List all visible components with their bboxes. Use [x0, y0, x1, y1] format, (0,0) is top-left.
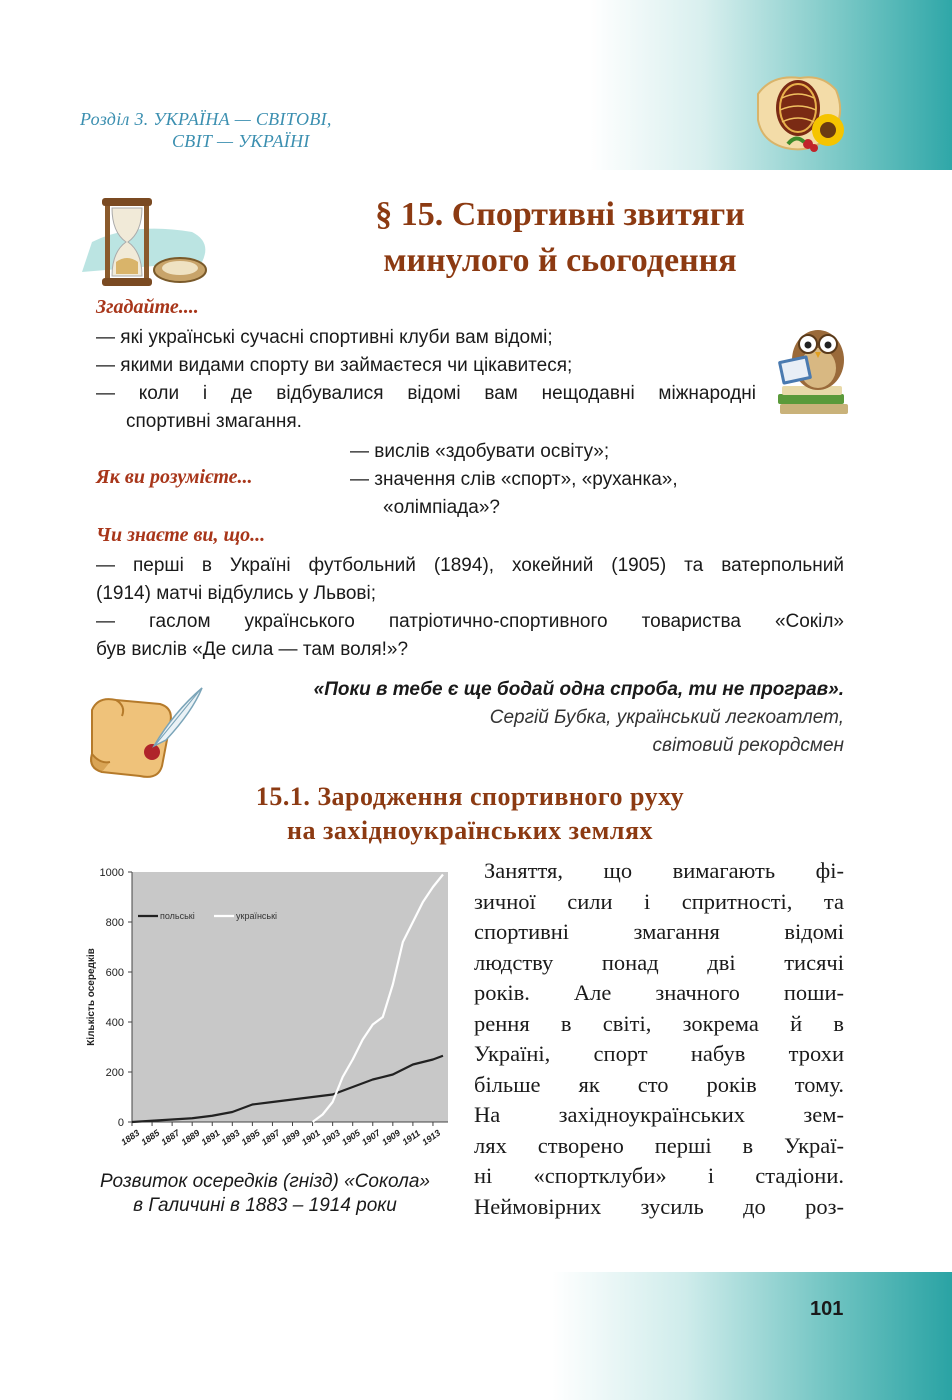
x-tick-label: 1907 [359, 1127, 383, 1148]
know-line: — перші в Україні футбольний (1894), хокейний (1905) та ватерпольний [96, 555, 844, 576]
body-text-line: більше як сто років тому. [474, 1071, 844, 1097]
body-text-line: лях створено перші в Украї- [474, 1132, 844, 1158]
recall-list [96, 324, 756, 436]
pysanka-sunflower-icon [752, 64, 852, 160]
sokil-growth-chart [84, 858, 464, 1158]
x-tick-label: 1887 [159, 1127, 182, 1148]
body-text-line: Україні, спорт набув трохи [474, 1041, 844, 1066]
body-text-line: зичної сили і спритності, та [474, 888, 844, 914]
x-tick-label: 1903 [319, 1127, 342, 1148]
quote-author-line1: Сергій Бубка, український легкоатлет, [489, 707, 844, 728]
epigraph-quote [204, 676, 844, 760]
x-tick-label: 1895 [239, 1127, 262, 1148]
x-tick-label: 1897 [259, 1127, 282, 1148]
plot-area [132, 872, 448, 1122]
body-text-line: Заняття, що вимагають фі- [484, 858, 844, 883]
bottom-decorative-band [0, 1272, 952, 1400]
chart-svg [84, 858, 464, 1158]
y-tick-label: 200 [105, 1067, 124, 1079]
page-number: 101 [810, 1298, 844, 1320]
section-header-line2: СВІТ — УКРАЇНІ [172, 131, 310, 151]
paragraph-title-line2: минулого й сьогодення [383, 242, 737, 279]
paragraph-title [240, 192, 880, 284]
main-body-text [474, 856, 844, 1222]
chart-caption-line2: в Галичині в 1883 – 1914 роки [133, 1195, 397, 1216]
recall-item: — які українські сучасні спортивні клуби вам відомі; [96, 327, 553, 348]
body-text-line: спортивні змагання відомі [474, 919, 844, 944]
recall-item: спортивні змагання. [126, 411, 302, 432]
know-label: Чи знаєте ви, що... [96, 524, 266, 546]
section-header-line1: Розділ 3. УКРАЇНА — СВІТОВІ, [80, 109, 332, 129]
quote-author-line2: світовий рекордсмен [652, 735, 844, 756]
y-tick-label: 1000 [99, 867, 124, 879]
y-axis-label: Кількість осередків [86, 948, 97, 1046]
subsection-title-line1: 15.1. Зародження спортивного руху [255, 782, 685, 811]
body-text-line: ні «спортклуби» і стадіони. [474, 1163, 844, 1188]
subsection-title [160, 780, 780, 848]
understand-item-1: — вислів «здобувати освіту»; [350, 441, 610, 462]
chart-caption [70, 1170, 460, 1218]
y-tick-label: 400 [105, 1017, 124, 1029]
recall-item: — коли і де відбувалися відомі вам нещодавні міжнародні [96, 383, 756, 404]
y-tick-label: 0 [117, 1117, 124, 1129]
understand-item-2-cont: «олімпіада»? [383, 497, 500, 518]
hourglass-icon [72, 192, 222, 292]
body-text-line: рення в світі, зокрема й в [474, 1010, 844, 1036]
y-tick-label: 600 [105, 967, 124, 979]
legend-label: польські [160, 911, 195, 921]
x-tick-label: 1893 [219, 1127, 242, 1148]
owl-reading-icon [770, 316, 854, 416]
x-tick-label: 1889 [179, 1127, 202, 1148]
know-text [96, 552, 844, 664]
x-tick-label: 1901 [299, 1127, 322, 1148]
body-text-line: людству понад дві тисячі [474, 949, 844, 975]
body-text-line: років. Але значного поши- [474, 980, 844, 1005]
x-tick-label: 1891 [199, 1127, 222, 1148]
recall-label: Згадайте.... [96, 296, 199, 318]
subsection-title-line2: на західноукраїнських землях [286, 816, 654, 845]
know-line: був вислів «Де сила — там воля!»? [96, 639, 409, 660]
scroll-quill-icon [82, 682, 212, 786]
body-text-line: Неймовірних зусиль до роз- [474, 1193, 844, 1219]
x-tick-label: 1911 [400, 1127, 422, 1148]
y-tick-label: 800 [105, 917, 124, 929]
section-header [80, 108, 460, 152]
legend-label: українські [236, 911, 278, 921]
body-text-line: На західноукраїнських зем- [474, 1102, 844, 1127]
quote-text: «Поки в тебе є ще бодай одна спроба, ти не програв». [313, 679, 844, 700]
know-line: (1914) матчі відбулись у Львові; [96, 583, 377, 604]
understand-label: Як ви розумієте... [96, 466, 253, 488]
x-tick-label: 1885 [139, 1127, 162, 1148]
recall-item: — якими видами спорту ви займаєтеся чи цікавитеся; [96, 355, 573, 376]
x-tick-label: 1909 [380, 1127, 403, 1148]
x-tick-label: 1899 [279, 1127, 302, 1148]
understand-item-2: — значення слів «спорт», «руханка», [350, 469, 678, 490]
x-tick-label: 1913 [420, 1127, 443, 1148]
x-tick-label: 1905 [339, 1127, 363, 1148]
paragraph-title-line1: § 15. Спортивні звитяги [375, 196, 745, 233]
know-line: — гаслом українського патріотично-спортивного товариства «Сокіл» [96, 611, 844, 632]
x-tick-label: 1883 [119, 1127, 142, 1148]
chart-caption-line1: Розвиток осередків (гнізд) «Сокола» [100, 1171, 430, 1192]
